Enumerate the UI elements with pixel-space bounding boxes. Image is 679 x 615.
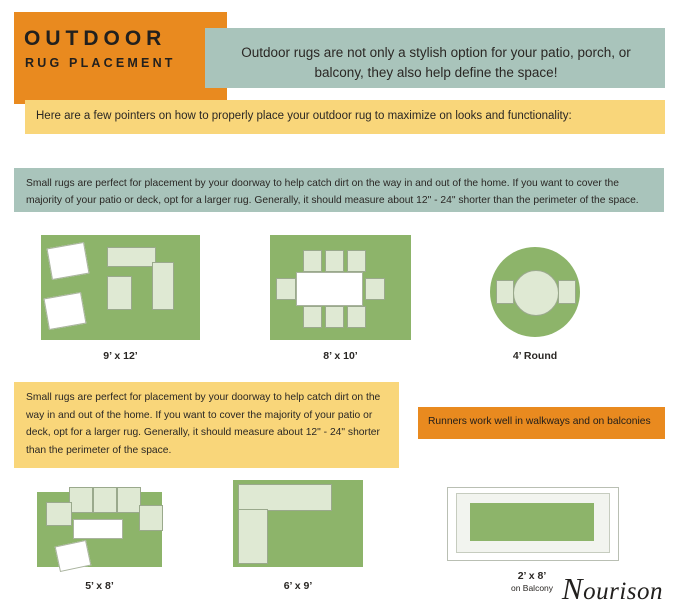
accent-chair [55,540,92,572]
section-1-banner-text: Small rugs are perfect for placement by your doorway to help catch dirt on the way in and out of the home. If you want to cover the majority of your patio or deck, opt for a larger rug. Generally, it should measure about 12" - 24" shorter than the perimeter of the space. [26,178,639,206]
dining-chair-left [276,278,296,300]
dining-chair-t3 [347,250,366,272]
caption-6x9: 6’ x 9’ [283,580,313,592]
dining-chair-t1 [303,250,322,272]
caption-9x12: 9’ x 12’ [103,350,138,362]
dining-table [296,272,363,306]
brand-logo-initial: N [561,571,584,606]
header-intro-text: Here are a few pointers on how to properly place your outdoor rug to maximize on looks and functionality: [36,110,572,122]
sofa-section-1 [69,487,93,513]
chair-2 [44,292,87,330]
dining-chair-right [365,278,385,300]
dining-chair-b3 [347,306,366,328]
page-title: OUTDOOR [24,27,167,50]
dining-chair-b2 [325,306,344,328]
sofa-section-2 [93,487,117,513]
sectional-left [238,509,268,564]
caption-4-round: 4’ Round [512,350,558,362]
caption-2x8-sub: on Balcony [510,583,554,593]
sectional-top [238,484,332,511]
runner-banner-text: Runners work well in walkways and on balconies [428,416,651,427]
dining-chair-t2 [325,250,344,272]
caption-2x8: 2’ x 8’ [517,570,547,582]
brand-logo [562,571,663,607]
side-chair-right [139,505,163,531]
dining-chair-b1 [303,306,322,328]
page-subtitle: RUG PLACEMENT [25,56,176,70]
side-chair-left [46,502,72,526]
coffee-table [73,519,123,539]
section-2-banner-text: Small rugs are perfect for placement by your doorway to help catch dirt on the way in and out of the home. If you want to cover the majority of your patio or deck, opt for a larger rug. Generally, it should measure about 12" - 24" shorter than the perimeter of the space. [26,392,381,456]
caption-8x10: 8’ x 10’ [323,350,358,362]
coffee-table [107,276,132,310]
rug-shape-runner [470,503,594,541]
round-chair-right [558,280,576,304]
caption-5x8: 5’ x 8’ [85,580,114,592]
round-table [513,270,559,316]
sofa-top [107,247,156,267]
sofa-section-3 [117,487,141,513]
round-chair-left [496,280,514,304]
brand-logo-text: ourison [583,578,663,605]
chair-1 [47,242,90,280]
sofa-right [152,262,174,310]
header-tagline: Outdoor rugs are not only a stylish option for your patio, porch, or balcony, they also help define the space! [241,45,631,80]
